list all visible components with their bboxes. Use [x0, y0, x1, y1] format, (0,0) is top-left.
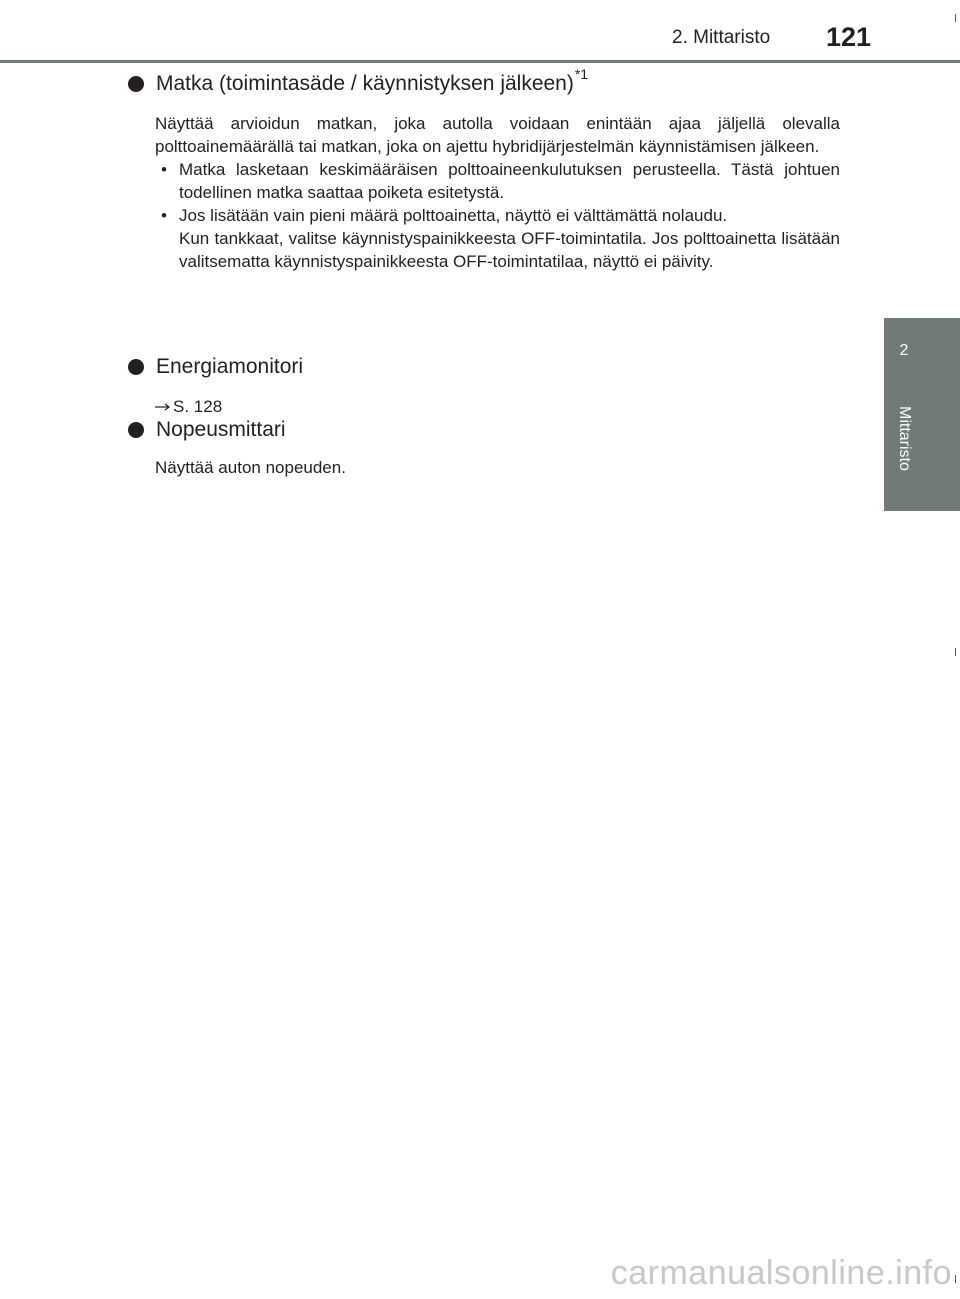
header-divider	[0, 60, 960, 63]
heading-text: Energiamonitori	[156, 355, 304, 378]
list-item-text: Matka lasketaan keskimääräisen polttoaineenkulutuksen perusteella. Tästä johtuen todellinen matka saattaa poiketa esitetystä.	[179, 160, 840, 202]
sub-list	[155, 158, 840, 273]
page-number: 121	[826, 22, 872, 52]
bullet-icon	[128, 422, 144, 438]
crop-mark-top	[955, 14, 956, 22]
list-bullet: •	[161, 206, 167, 225]
heading-text: Matka (toimintasäde / käynnistyksen jälkeen)	[156, 72, 574, 95]
section-trip	[128, 66, 840, 273]
heading-text: Nopeusmittari	[156, 418, 286, 441]
list-item	[155, 204, 840, 273]
watermark: carmanualsonline.info	[610, 1254, 952, 1292]
chapter-side-tab	[884, 318, 960, 511]
page-reference[interactable]	[155, 395, 840, 418]
bullet-icon	[128, 359, 144, 375]
list-item-text: Jos lisätään vain pieni määrä polttoainetta, näyttö ei välttämättä nolaudu.	[179, 206, 728, 225]
list-item-text: Kun tankkaat, valitse käynnistyspainikkeesta OFF-toimintatila. Jos polttoainetta lisätään valitsematta käynnistyspainikkeesta OFF-toimintatilaa, näyttö ei päivity.	[179, 229, 840, 271]
list-item	[155, 158, 840, 204]
list-bullet: •	[161, 160, 167, 179]
section-paragraph: Näyttää arvioidun matkan, joka autolla voidaan enintään ajaa jäljellä olevalla polttoainemäärällä tai matkan, joka on ajettu hybridijärjestelmän käynnistämisen jälkeen.	[155, 114, 840, 156]
chapter-title: 2. Mittaristo	[672, 27, 771, 48]
reference-text: S. 128	[173, 397, 223, 416]
arrow-right-icon	[155, 402, 171, 412]
section-heading	[128, 66, 840, 98]
crop-mark-middle	[955, 648, 956, 656]
crop-mark-bottom	[955, 1275, 956, 1283]
section-energy-monitor	[128, 353, 840, 418]
side-tab-number: 2	[899, 342, 909, 359]
section-heading	[128, 416, 840, 444]
side-tab-label: Mittaristo	[896, 406, 913, 471]
section-paragraph: Näyttää auton nopeuden.	[155, 458, 346, 477]
bullet-icon	[128, 76, 144, 92]
footnote-marker: *1	[574, 66, 589, 82]
section-heading	[128, 353, 840, 381]
section-speedometer	[128, 416, 840, 479]
